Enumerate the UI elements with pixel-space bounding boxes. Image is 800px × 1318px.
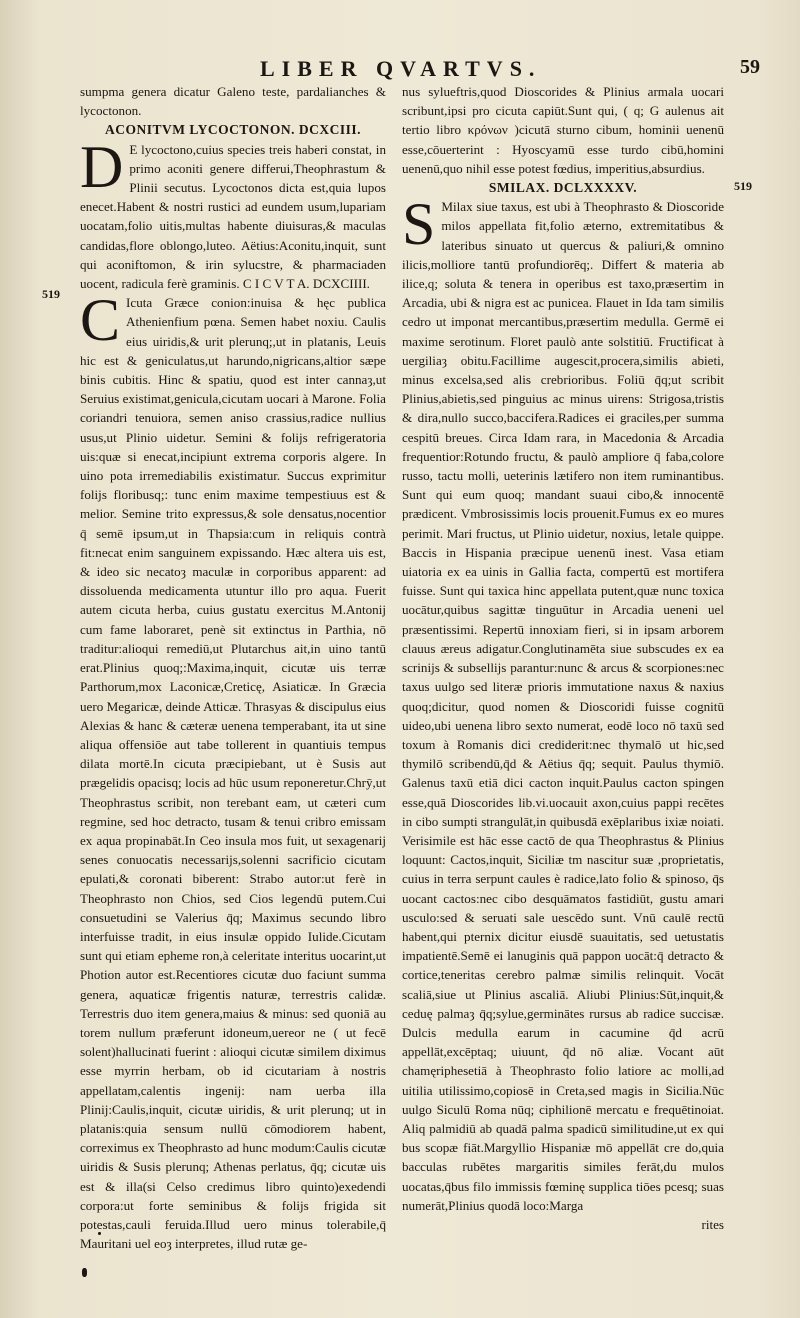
intro-lines: sumpma genera dicatur Galeno teste, pardalianches & lycoctonon. <box>80 84 386 119</box>
entry-cicuta-text: Icuta Græce conion:inuisa & hęc publica Athenienfium pœna. Semen habet noxiu. Caulis eius uiridis,& urit plerunq;,ut in platanis, Leuis hic est & geniculatus,ut harundo,nigricans,altior sæpe binis cubitis. Hinc & spatiu, quod est inter cannaȝ,ut Seruius existimat,genicula,cicutam uocari à Marone. Folia coriandri tenuiora, semen aniso crassius,radice nullius usus,ut Plinio uidetur. Semini & folijs refrigeratoria uis:quæ si enecat,incipiunt extrema corporis algere. In uino pota irremediabilis existimatur. Succus exprimitur folijs floribusq;: tunc enim maxime tempestiuus est & melior. Semine trito expressus,& sole densatus,nocentior q̄ semē ipsum,ut in Thapsia:cum in reliquis contrà fit:necat enim sanguinem expissando. Hæc altera uis est, & ideo sic necatoȝ maculæ in corporibus apparent: ad dissoluenda medicamenta utuntur illo pro aqua. Fuerit autem cicuta herba, cuius gustatu exercitus M.Antonij cum fame laboraret, penè sit extinctus in Parthia, nō traditur:alioqui remediū,ut Plutarchus ait,in uino tantū erat.Plinius quoq;:Maxima,inquit, cicutæ uis terræ Parthorum,mox Laconicæ,Creticę, Asiaticæ. In Græcia uero Megaricæ, deinde Atticæ. Thrasyas & discipulus eius Alexias & hanc & cæteræ uenena temperabant, ita ut sine aliqua offensiōe aut tabe tollerent in quantiuis tempus dilata mortē.In cicuta præcipiebant, ut è Susis aut prægelidis opacisq; locis ad hūc usum reponeretur.Chrȳ,ut Theophrastus scribit, non terebant eam, ut cæteri cum regmine, sed hoc detracto, tusam & tenui cribro emissam ex aqua propinabāt.In Ceo insula mos fuit, ut sexagenarij senes conuocatis necessarijs,solenni sacrificio cicutam epulati,& coronati biberent: Strabo autor:ut ferè in Theophrasto non Chios, sed Cios legendū putem.Cui consuetudini se Valerius q̄q; Maximus secundo libro interfuisse tradit, in eius insulæ oppido Iulide.Cicutam sunt qui etiam epheme ron,à celeritate interitus uocarint,ut Photion autor est.Recentiores cicutæ duo faciunt summa genera, aquaticæ frigentis naturæ, terrestris calidæ. Terrestris duo item genera,maius & minus: sed quoniā au torem nullum præferunt idoneum,uereor ne ( ut fecē solent)hallucinati fuerint : alioqui cicutæ similem diximus esse myrrin herbam, ob id cicutariam à nostris appellatam,calentis ingenij: nam uerba illa Plinij:Caulis,inquit, cicutæ uiridis, & urit plerunq; ut in platanis:quia sensum nullū cōmodiorem habent, correximus ex Theophrasto ad hunc modum:Caulis cicutæ uiridis & Susis plerunq; Athenas perlatus, q̄q; cicutæ uis est & illa(si Celso credimus libro quinto)exedendi corpora:ut forte seminibus & folijs frigida sit potestas,cauli feruida.Illud uero minus tolerabile,q̄ Mauritani uel eoȝ interpretes, illud rutæ ge- <box>80 295 386 1252</box>
entry-smilax <box>402 191 724 1215</box>
running-title: LIBER QVARTVS. <box>260 56 542 81</box>
ink-spot <box>98 1232 101 1235</box>
drop-cap-d: D <box>80 133 124 200</box>
entry-smilax-text: Milax siue taxus, est ubi à Theophrasto & Dioscoride milos appellata fit,folio æterno, extremitatibus & lateribus sinuato ut quercus & paliuri,& omnino ilicis,molliore tantū profundiorēq;. Differt & materia ab ilice,q; soluta & tenera in operibus est taxo,præsertim in Arcadia, ubi & nigra est ac punicea. Flauet in Ida tam similis cedro ut imponat mercantibus,præsertim medulla. Germē ei maxime serotinum. Floret paulò ante solstitiū. Fructificat à uergiliaȝ obitu.Facillime augescit,procera,similis abieti, minus excelsa,sed alis crebrioribus. Foliū q̄q;ut scribit Plinius,abietis,sed pinguius ac minus uirens: Strigosa,tristis & dira,nullo succo,baccifera.Radices ei graciles,per summa cespitū breues. Circa Idam rara, in Macedonia & Arcadia frequentior:Rotundo fructu, & paulò ampliore q̄ faba,colore russo, tactu molli, ueterinis lætifero non item ruminantibus. Sunt qui eum quoq; mandant suaui cibo,& innocentē prædicent. Vmbrosissimis locis prouenit.Fumus ex eo mures perimit. Mari fructus, ut Plinio uidetur, noxius, letale quippe. Baccis in Hispania præcipue uenenū inest. Vasa etiam uiatoria ex ea uinis in Gallia facta, compertū est mortifera fuisse. Sunt qui taxica hinc appellata putent,quæ nunc toxica uocātur,quibus sagittæ tinguūtur in Arcadia ueneni uel præsentissimi. Repertū innoxiam fieri, si in ipsam arborem clauus æreus adigatur.Conglutinamēta siue subscudes ex ea scrinijs & subsellijs parantur:nunc & arcus & scorpiones:nec taxus uulgo sed literæ prioris immutatione naxus & naxius quoq;dicitur, quod nomen & Dioscoridi fuisse cognitū uideo,ubi uenena libro sexto numerat, eodē loco nō taxū sed toxum à Romanis dici crediderit:nec thymalō ut hic,sed thymilō scribendū,q̄d & Aëtius q̄q; sequit. Paulus thymiō. Galenus taxū etiā dici cacton inquit.Paulus cacton spingen esse,quā Dioscorides lib.vi.uocauit axon,cuius pappi recētes in cibo sumpti strangulāt,in quibusdā exēplaribus ixiæ noiati. Verisimile est hāc esse cactō de qua Theophrastus & Plinius loquunt: Cactos,inquit, Siciliæ tm nascitur suæ ,proprietatis, cuius in terra serpunt caules è radice,lato folio & spinoso, q̄s uocant cactos:nec cibo desquāmatos fastidiūt, gustu amari usculo:sed & seruati sale uescēdo sunt. Vnū caulē rectū habent,qui pternix dicitur eiusdē suauitatis, sed uetustatis impatientē.Semē ei lanuginis quā pappon uocāt:q̄ detracto & cortice,teneritas cerebro palmæ similis relinquit. Vocāt scaliā,siue ut Plinius ascaliā. Aliubi Plinius:Sūt,inquit,& ceduę palmaȝ q̄q;sylue,germinātes rursus ab radice succisæ. Dulcis medulla earum in cacumine q̄d acrū appellāt,excēptaq; uiuunt, q̄d nō aliæ. Vocant aūt chamęriphesetiā à Theophrasto folio latiore ac molli,ad uitilia utilissimo,copiosē in Creta,sed magis in Sicilia.Nūc uulgo Siculū Roma nūq; ciphilionē mercatu e frequētinoiat. Aliq palmidiū ab quadā palma spadicū similitudine,ut ex qui bus scopæ fiāt.Margyllio Hispaniæ mō appellāt cre do,quia bacculas rubētes margaritis similes ferāt,du mulos uocatas,q̄bus filo immissis fœminę supplica tiōes pcesq; suas numerāt,Plinius quodā loco:Marga <box>402 199 724 1213</box>
entry-title-smilax: SMILAX. DCLXXXXV. <box>488 180 638 196</box>
ink-spot <box>82 1268 87 1277</box>
entry-cicuta <box>80 287 386 1253</box>
drop-cap-s: S <box>402 191 436 258</box>
right-column <box>402 82 724 1234</box>
catchword: rites <box>701 1216 724 1232</box>
running-header <box>70 56 760 84</box>
entry-aconitum-text: E lycoctono,cuius species treis haberi constat, in primo aconiti genere differui,Theophrastum & Plinii secutus. Lycoctonos dicta est,quia lupos enecet.Habent & nostri rustici ad eundem usum,lupariam uocatam,folio uitis,multas habente diuisuras,& maculas candidas,flore oblongo,luteo. Aëtius:Aconitu,inquit, sunt qui aconiftomon, & irin sylucstre, & pharmaciaden uocent, radicula ferè graminis. C I C V T A. DCXCIIII. <box>80 141 386 292</box>
margin-note-right: 519 <box>734 179 752 193</box>
margin-note-left: 519 <box>42 287 60 301</box>
cicuta-continuation: nus sylueftris,quod Dioscorides & Plinius armala uocari scribunt,ipsi pro cicuta capiūt.Sunt qui, ( q; G aulenus ait tertio libro κρόνων )cicutā sturno cibum, hominii uenenū esse,cōuerterint : Hyoscyamū esse turdo cibū,homini uenenū,quo nihil esse potest fœdius, imperitius,absurdius. <box>402 84 724 176</box>
left-column <box>80 82 386 1253</box>
drop-cap-c: C <box>80 287 121 354</box>
page-number: 59 <box>740 56 760 78</box>
entry-title-aconitum: ACONITVM LYCOCTONON. DCXCIII. <box>104 122 362 138</box>
entry-aconitum <box>80 133 386 294</box>
